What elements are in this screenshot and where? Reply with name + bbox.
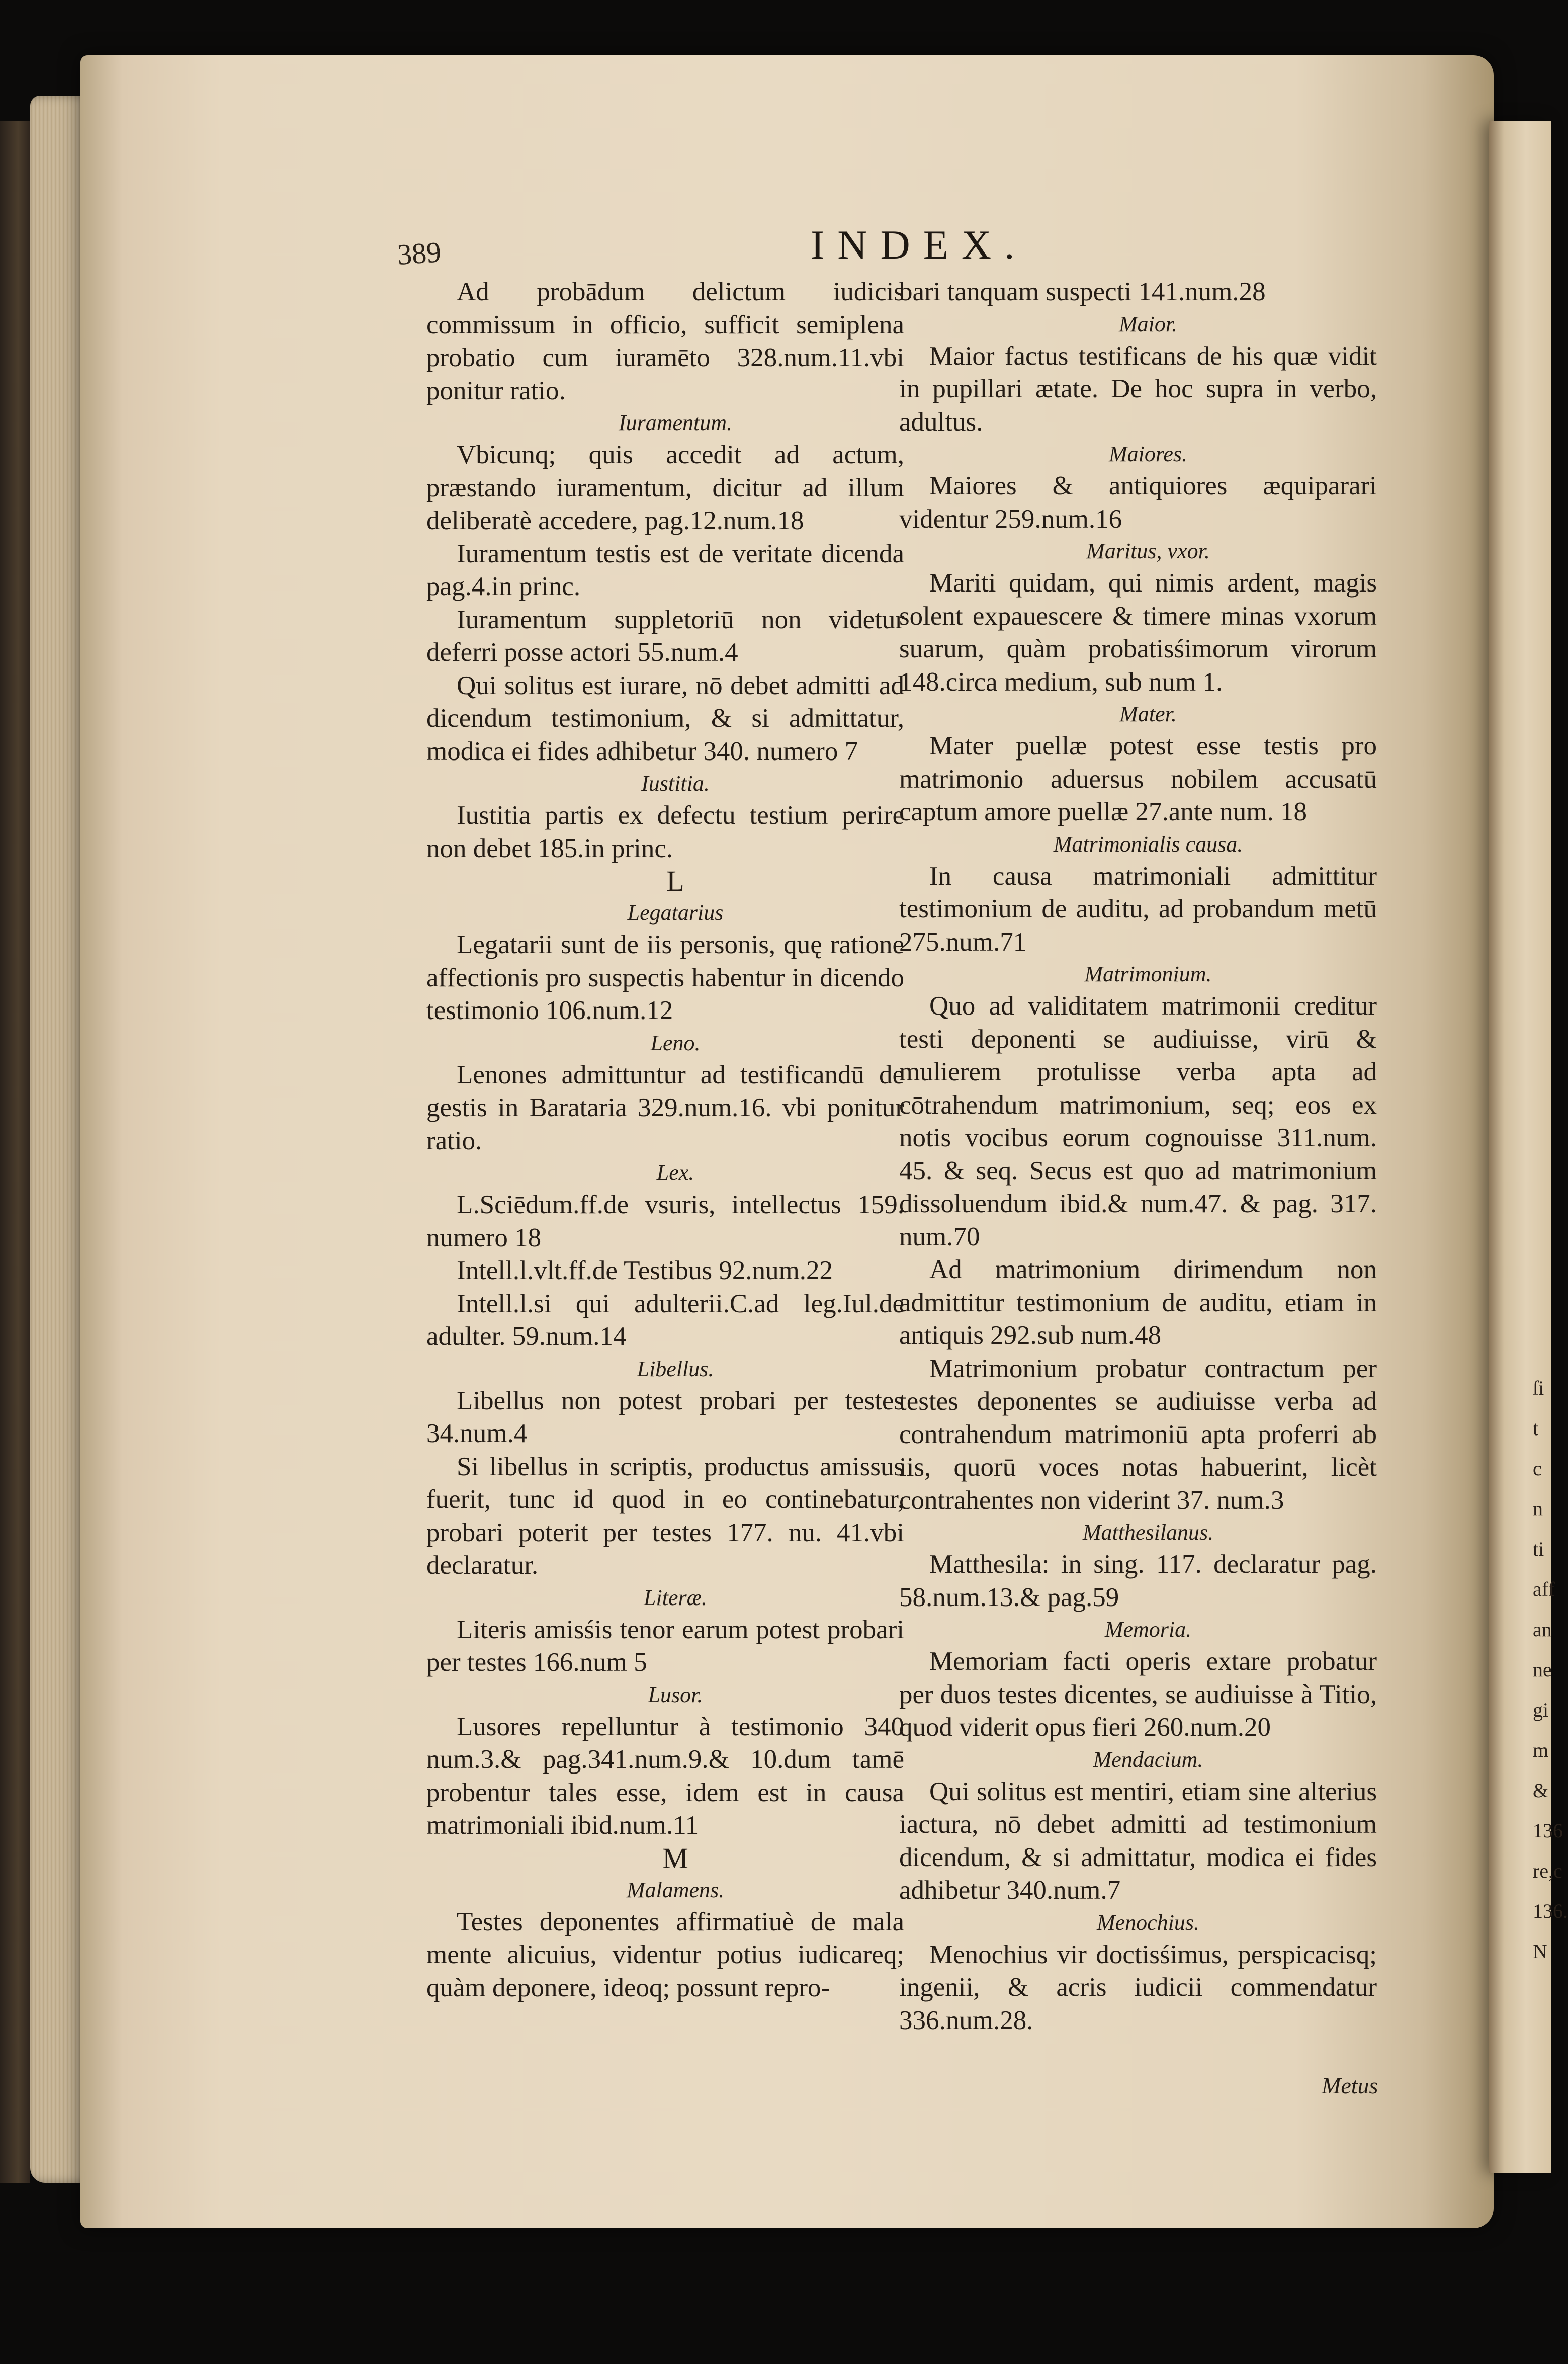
index-heading: Iuramentum. — [618, 410, 733, 435]
index-entry: Quo ad validitatem matrimonii creditur testi deponenti se audiuisse, virū & mulierem protulisse verba apta ad cōtrahendum matrimonium, seq; eos ex notis vocibus eorum cognouisse 311.num. 45. & seq. Secus est quo ad matrimonium dissoluendum ibid.& num.47. & pag. 317. num.70 — [899, 991, 1377, 1251]
index-entry: Si libellus in scriptis, productus amissus fuerit, tunc id quod in eo continebatur, probari poterit per testes 177. nu. 41.vbi declaratur. — [426, 1452, 904, 1580]
index-heading: Libellus. — [637, 1356, 714, 1381]
adjacent-page-fragment: an — [1533, 1618, 1552, 1641]
index-entry: Memoriam facti operis extare probatur per duos testes dicentes, se audiuisse à Titio, quod viderit opus fieri 260.num.20 — [899, 1647, 1377, 1742]
index-entry: Matrimonium probatur contractum per testes deponentes se audiuisse verba ad contrahendum matrimoniū apta proferri ab iis, quorū voces notas habuerint, licèt contrahentes non viderint 37. num.3 — [899, 1354, 1377, 1515]
index-heading: Lex. — [656, 1160, 694, 1185]
adjacent-page-fragment: 136 — [1533, 1819, 1563, 1842]
adjacent-page-fragment: ſi — [1533, 1377, 1544, 1399]
adjacent-page-fragment: gi — [1533, 1699, 1549, 1721]
index-entry: Lusores repelluntur à testimonio 340 num.3.& pag.341.num.9.& 10.dum tamē probentur tales esse, idem est in causa matrimoniali ibid.num.11 — [426, 1712, 904, 1840]
index-entry: Iustitia partis ex defectu testium perire non debet 185.in princ. — [426, 801, 904, 863]
catchword: Metus — [1322, 2073, 1378, 2098]
index-heading: Memoria. — [1104, 1617, 1192, 1642]
index-entry: bari tanquam suspecti 141.num.28 — [899, 277, 1266, 306]
index-entry: Vbicunq; quis accedit ad actum, præstando iuramentum, dicitur ad illum deliberatè accedere, pag.12.num.18 — [426, 440, 904, 535]
index-entry: Lenones admittuntur ad testificandū de gestis in Barataria 329.num.16. vbi ponitur ratio. — [426, 1060, 904, 1155]
adjacent-page-fragment: m — [1533, 1739, 1549, 1761]
index-entry: Legatarii sunt de iis personis, quę ratione affectionis pro suspectis habentur in dicendo testimonio 106.num.12 — [426, 930, 904, 1025]
page-number: 389 — [396, 235, 443, 271]
index-entry: Qui solitus est mentiri, etiam sine alterius iactura, nō debet admitti ad testimonium dicendum, & si admittatur, modica ei fides adhibetur 340.num.7 — [899, 1777, 1377, 1905]
index-entry: Maior factus testificans de his quæ vidit in pupillari ætate. De hoc supra in verbo, adultus. — [899, 341, 1377, 437]
index-entry: L.Sciēdum.ff.de vsuris, intellectus 159. numero 18 — [426, 1190, 904, 1252]
adjacent-page-fragment: t — [1533, 1417, 1539, 1440]
index-entry: Mariti quidam, qui nimis ardent, magis solent expauescere & timere minas vxorum suarum, quàm probatisśimorum virorum 148.circa medium, sub num 1. — [899, 568, 1377, 697]
index-entry: Menochius vir doctisśimus, perspicacisq; ingenii, & acris iudicii commendatur 336.num.28. — [899, 1939, 1377, 2035]
index-heading: Mendacium. — [1093, 1747, 1203, 1772]
adjacent-page-fragment: re,c — [1533, 1860, 1562, 1882]
index-entry: Iuramentum testis est de veritate dicenda pag.4.in princ. — [426, 539, 904, 601]
index-heading: Matthesilanus. — [1082, 1520, 1214, 1545]
index-heading: Maiores. — [1108, 442, 1188, 466]
index-entry: Maiores & antiquiores æquiparari videntur 259.num.16 — [899, 471, 1377, 534]
index-heading: Legatarius — [627, 900, 724, 925]
index-heading: Lusor. — [648, 1682, 703, 1707]
index-heading: Maritus, vxor. — [1086, 539, 1210, 563]
adjacent-page-fragment: aff — [1533, 1578, 1555, 1600]
index-entry: Literis amisśis tenor earum potest probari per testes 166.num 5 — [426, 1615, 904, 1677]
right-column — [899, 276, 1377, 2037]
index-heading: Malamens. — [626, 1877, 725, 1902]
index-entry: Ad probādum delictum iudicis commissum in officio, sufficit semiplena probatio cum iuramēto 328.num.11.vbi ponitur ratio. — [426, 277, 904, 405]
index-heading: Matrimonialis causa. — [1053, 831, 1243, 857]
index-entry: Qui solitus est iurare, nō debet admitti ad dicendum testimonium, & si admittatur, modica ei fides adhibetur 340. numero 7 — [426, 670, 904, 766]
adjacent-page-fragment: c — [1533, 1457, 1542, 1480]
index-entry: In causa matrimoniali admittitur testimonium de auditu, ad probandum metū 275.num.71 — [899, 861, 1377, 957]
adjacent-page-fragment: n — [1533, 1497, 1543, 1520]
adjacent-page-fragment: ne — [1533, 1658, 1552, 1681]
adjacent-page-fragment: ti — [1533, 1538, 1544, 1560]
adjacent-page-fragment: & — [1533, 1779, 1549, 1802]
left-column — [426, 276, 904, 2004]
book-binding-edge — [0, 121, 30, 2183]
index-heading: Literæ. — [644, 1585, 707, 1610]
index-heading: Maior. — [1118, 311, 1178, 336]
index-heading: Leno. — [650, 1030, 701, 1055]
index-entry: Testes deponentes affirmatiuè de mala mente alicuius, videntur potius iudicareq; quàm deponere, ideoq; possunt repro- — [426, 1907, 904, 2002]
index-heading: Matrimonium. — [1084, 962, 1212, 986]
index-entry: Libellus non potest probari per testes 34.num.4 — [426, 1386, 904, 1448]
index-heading: Mater. — [1119, 702, 1177, 726]
index-entry: Mater puellæ potest esse testis pro matrimonio aduersus nobilem accusatū captum amore puellæ 27.ante num. 18 — [899, 731, 1377, 826]
section-letter: L — [666, 865, 684, 897]
index-entry: Iuramentum suppletoriū non videtur deferri posse actori 55.num.4 — [426, 605, 904, 667]
index-entry: Matthesila: in sing. 117. declaratur pag. 58.num.13.& pag.59 — [899, 1550, 1377, 1612]
index-heading: Iustitia. — [641, 771, 710, 796]
index-entry: Intell.l.vlt.ff.de Testibus 92.num.22 — [457, 1256, 833, 1285]
index-heading: Menochius. — [1096, 1910, 1200, 1935]
adjacent-page-fragment: 136. — [1533, 1900, 1568, 1922]
index-entry: Intell.l.si qui adulterii.C.ad leg.Iul.de adulter. 59.num.14 — [426, 1289, 904, 1351]
adjacent-page-fragment: N — [1533, 1940, 1547, 1963]
running-head: INDEX. — [811, 222, 1028, 268]
index-entry: Ad matrimonium dirimendum non admittitur testimonium de auditu, etiam in antiquis 292.sub num.48 — [899, 1255, 1377, 1350]
section-letter: M — [662, 1841, 688, 1875]
